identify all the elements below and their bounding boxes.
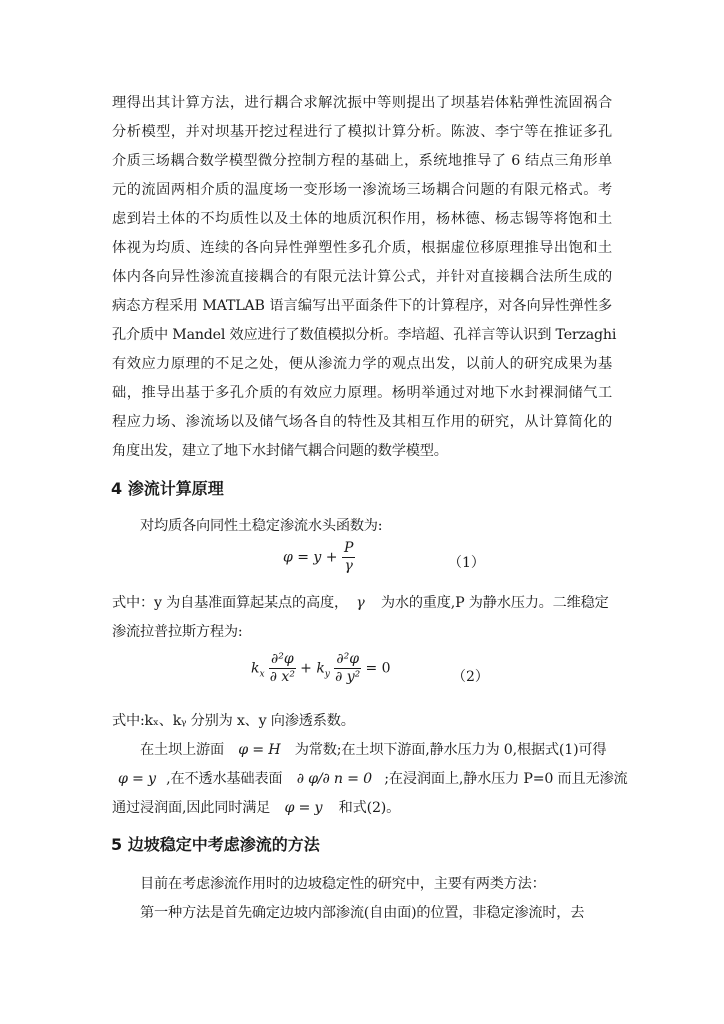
eq2-den-2: ∂ y²: [335, 669, 361, 685]
text-line: 渗流拉普拉斯方程为:: [112, 624, 243, 640]
paragraph-line: 角度出发，建立了地下水封储气耦合问题的数学模型。: [112, 443, 448, 459]
paragraph-line: 虑到岩土体的不均质性以及土体的地质沉积作用，杨林德、杨志锡等将饱和土: [112, 211, 612, 227]
paragraph-line: 体视为均质、连续的各向异性弹塑性多孔介质，根据虚位移原理推导出饱和土: [112, 240, 612, 256]
text-segment: 通过浸润面,因此同时满足: [112, 800, 271, 816]
equation-number: （2）: [452, 669, 489, 685]
text-line: 式中:kₓ、kᵧ 分别为 x、y 向渗透系数。: [112, 713, 355, 729]
paragraph-line: 介质三场耦合数学模型微分控制方程的基础上，系统地推导了 6 结点三角形单: [112, 153, 612, 169]
paragraph-line: 病态方程采用 MATLAB 语言编写出平面条件下的计算程序，对各向异性弹性多: [112, 298, 612, 314]
paragraph-line: 础，推导出基于多孔介质的有效应力原理。杨明举通过对地下水封裸洞储气工: [112, 385, 612, 401]
paragraph-line: 元的流固两相介质的温度场一变形场一渗流场三场耦合问题的有限元格式。考: [112, 182, 612, 198]
text-line: [112, 769, 628, 789]
paragraph-line: 程应力场、渗流场以及储气场各自的特性及其相互作用的研究，从计算简化的: [112, 414, 612, 430]
eq1-fraction: [342, 540, 355, 575]
text-line: [140, 740, 612, 760]
eq2-rhs: = 0: [365, 660, 391, 677]
text-segment: 为常数;在土坝下游面,静水压力为 0,根据式(1)可得: [294, 742, 607, 758]
text-segment: 式中：y 为自基准面算起某点的高度，: [112, 595, 348, 611]
math-inline: φ = H: [238, 742, 281, 758]
eq1-lhs: φ = y +: [283, 549, 338, 566]
eq2-den-1: ∂ x²: [269, 669, 295, 685]
text-line: [112, 593, 612, 613]
paragraph-line: 有效应力原理的不足之处，便从渗流力学的观点出发，以前人的研究成果为基: [112, 356, 612, 372]
eq2-k2-sub: y: [324, 669, 330, 680]
equation-number: （1）: [448, 555, 485, 571]
text-line: 目前在考虑渗流作用时的边坡稳定性的研究中，主要有两类方法：: [140, 876, 546, 892]
math-inline: ∂ φ/∂ n = 0: [296, 771, 372, 787]
section-heading: 4 渗流计算原理: [111, 479, 224, 498]
intro-text: 对均质各向同性土稳定渗流水头函数为:: [140, 518, 383, 534]
math-inline: φ = y: [284, 800, 323, 816]
section-heading: 5 边坡稳定中考虑渗流的方法: [111, 835, 320, 854]
equation-2: [251, 651, 391, 686]
eq1-denominator: γ: [344, 558, 353, 574]
paragraph-line: 理得出其计算方法，进行耦合求解沈振中等则提出了坝基岩体粘弹性流固祸合: [112, 95, 612, 111]
eq2-num-2: ∂²φ: [336, 651, 359, 667]
text-segment: 和式(2)。: [338, 800, 401, 816]
eq2-k1: k: [251, 660, 260, 677]
text-line: [112, 798, 612, 818]
text-segment: ,在不透水基础表面: [166, 771, 283, 787]
equation-1: [283, 540, 355, 575]
eq1-numerator: P: [343, 540, 354, 556]
eq2-plus: +: [300, 660, 312, 677]
paragraph-line: 孔介质中 Mandel 效应进行了数值模拟分析。李培超、孔祥言等认识到 Terzaghi: [112, 327, 617, 343]
text-segment: 在土坝上游面: [140, 742, 224, 758]
eq2-num-1: ∂²φ: [271, 651, 294, 667]
text-segment: 为水的重度,P 为静水压力。二维稳定: [380, 595, 609, 611]
paragraph-line: 分析模型，并对坝基开挖过程进行了模拟计算分析。陈波、李宁等在推证多孔: [112, 124, 612, 140]
text-segment: ;在浸润面上,静水压力 P=0 而且无渗流: [384, 771, 628, 787]
eq2-fraction-1: [269, 651, 296, 686]
text-line: 第一种方法是首先确定边坡内部渗流(自由面)的位置，非稳定渗流时，去: [140, 905, 585, 921]
math-inline: φ = y: [118, 771, 156, 787]
eq2-fraction-2: [334, 651, 361, 686]
paragraph-line: 体内各向异性渗流直接耦合的有限元法计算公式，并针对直接耦合法所生成的: [112, 269, 612, 285]
eq2-k2: k: [316, 660, 325, 677]
gamma-symbol: γ: [356, 595, 365, 611]
eq2-k1-sub: x: [259, 669, 265, 680]
